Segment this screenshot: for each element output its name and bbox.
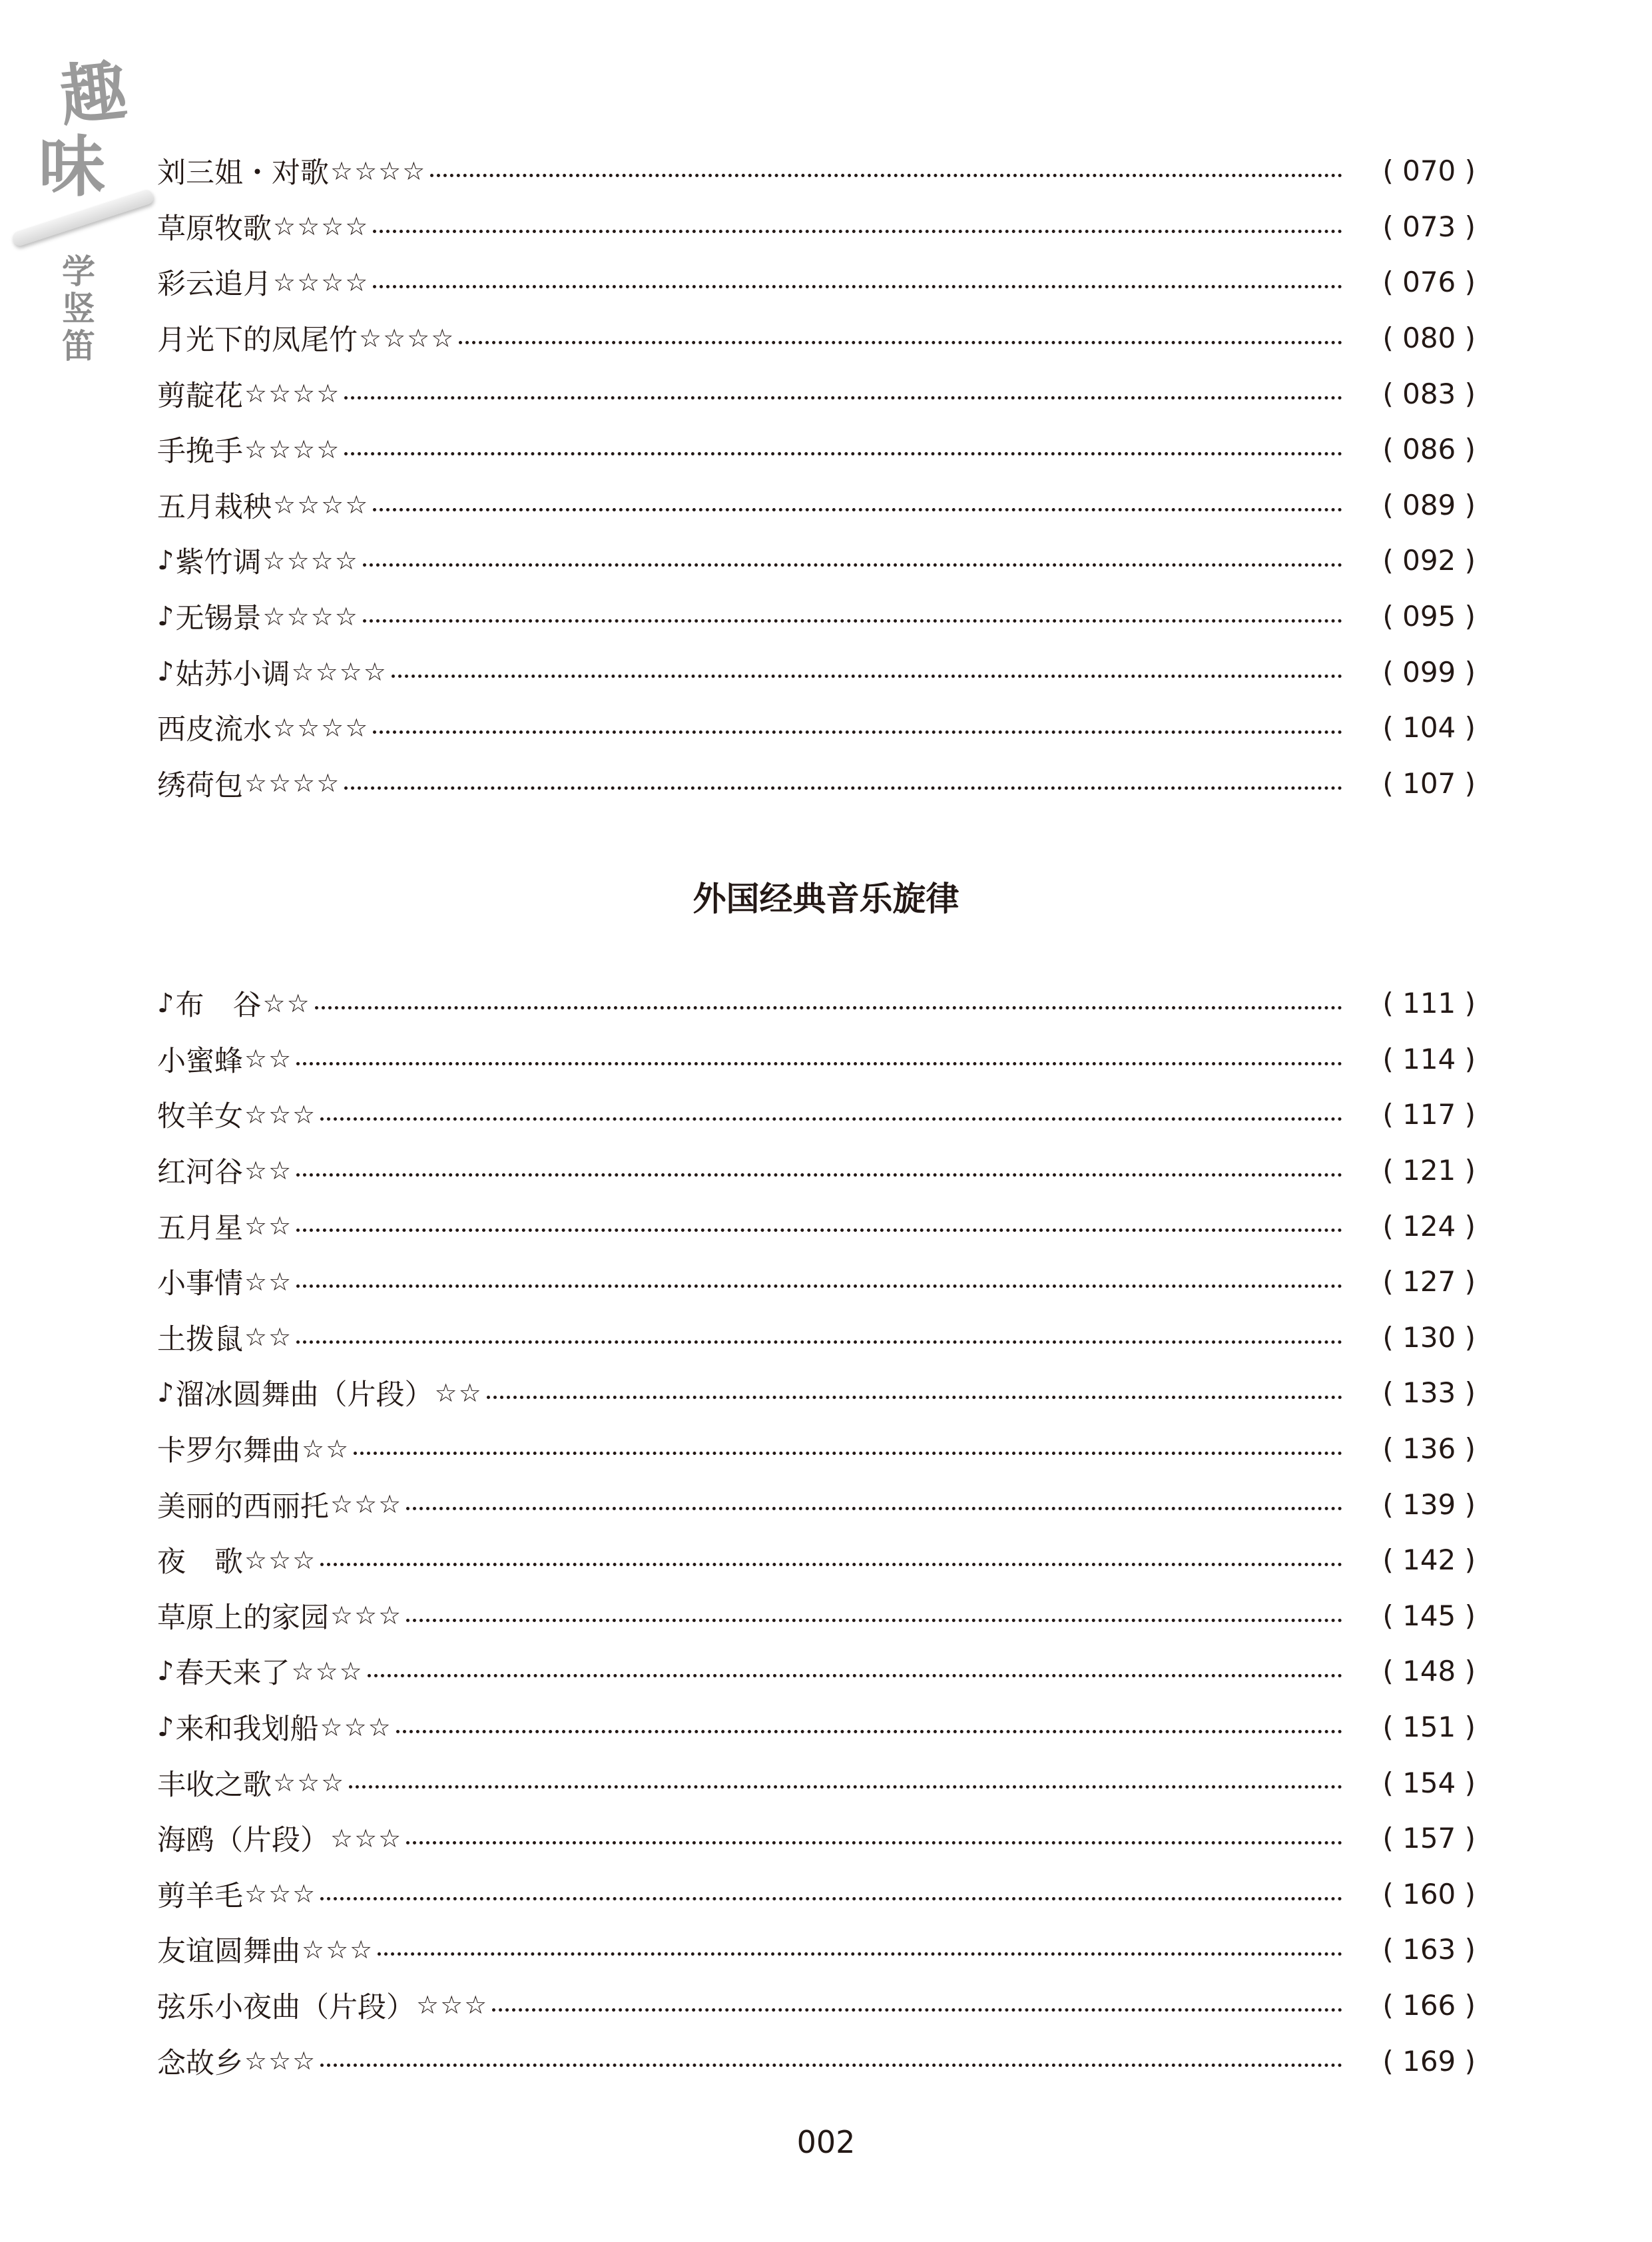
toc-entry[interactable]: [157, 1421, 1476, 1477]
toc-entry[interactable]: [157, 1755, 1476, 1811]
entry-page: ( 114 ): [1382, 1042, 1476, 1075]
entry-title: 红河谷: [157, 1156, 243, 1190]
dot-leader: [292, 1254, 1342, 1310]
dot-leader: [364, 1643, 1342, 1699]
entry-page: ( 148 ): [1382, 1655, 1476, 1688]
entry-page: ( 099 ): [1382, 655, 1476, 689]
dot-leader: [369, 254, 1342, 310]
entry-page: ( 070 ): [1382, 154, 1476, 188]
difficulty-stars: ☆☆☆☆: [359, 323, 455, 353]
entry-title: 手挽手: [157, 435, 243, 469]
difficulty-stars: ☆☆☆: [302, 1934, 374, 1964]
dot-leader: [345, 1755, 1342, 1811]
difficulty-stars: ☆☆☆: [244, 2046, 317, 2076]
entry-page: ( 089 ): [1382, 488, 1476, 521]
entry-page: ( 086 ): [1382, 433, 1476, 466]
difficulty-stars: ☆☆☆☆: [291, 657, 388, 687]
entry-title: 无锡景: [175, 602, 262, 636]
toc-section-1: [157, 143, 1476, 811]
dot-leader: [316, 1532, 1342, 1588]
book-logo: [27, 51, 133, 366]
dot-leader: [369, 199, 1342, 255]
entry-page: ( 107 ): [1382, 766, 1476, 800]
entry-title: 刘三姐・对歌: [157, 156, 329, 190]
dot-leader: [402, 1588, 1342, 1644]
toc-entry[interactable]: [157, 1198, 1476, 1254]
dot-leader: [388, 644, 1342, 700]
toc-entry[interactable]: [157, 1588, 1476, 1644]
dot-leader: [340, 756, 1342, 812]
toc-entry[interactable]: [157, 1476, 1476, 1532]
section-heading: 外国经典音乐旋律: [692, 880, 960, 918]
difficulty-stars: ☆☆☆☆: [273, 212, 370, 242]
entry-page: ( 073 ): [1382, 210, 1476, 243]
dot-leader: [392, 1699, 1342, 1755]
dot-leader: [402, 1476, 1342, 1532]
toc-entry[interactable]: [157, 1254, 1476, 1310]
entry-title: 西皮流水: [157, 713, 272, 747]
dot-leader: [292, 1310, 1342, 1366]
difficulty-stars: ☆☆☆: [244, 1099, 317, 1129]
toc-entry[interactable]: [157, 310, 1476, 366]
toc-entry[interactable]: [157, 1365, 1476, 1421]
difficulty-stars: ☆☆☆: [244, 1879, 317, 1909]
entry-title: 小蜜蜂: [157, 1044, 243, 1078]
entry-page: ( 121 ): [1382, 1154, 1476, 1187]
entry-page: ( 160 ): [1382, 1877, 1476, 1910]
entry-page: ( 151 ): [1382, 1711, 1476, 1744]
difficulty-stars: ☆☆: [434, 1378, 483, 1408]
entry-title: 牧羊女: [157, 1100, 243, 1134]
entry-title: 草原牧歌: [157, 212, 272, 246]
entry-page: ( 111 ): [1382, 987, 1476, 1020]
entry-title: 卡罗尔舞曲: [157, 1434, 300, 1468]
dot-leader: [340, 366, 1342, 421]
entry-page: ( 169 ): [1382, 2044, 1476, 2078]
difficulty-stars: ☆☆☆: [244, 1545, 317, 1575]
toc-entry[interactable]: [157, 976, 1476, 1031]
entry-page: ( 080 ): [1382, 322, 1476, 355]
toc-entry[interactable]: [157, 421, 1476, 477]
entry-title: 友谊圆舞曲: [157, 1935, 300, 1969]
entry-title: 剪羊毛: [157, 1879, 243, 1913]
dot-leader: [369, 700, 1342, 756]
toc-entry[interactable]: [157, 366, 1476, 421]
entry-page: ( 124 ): [1382, 1209, 1476, 1243]
entry-page: ( 157 ): [1382, 1822, 1476, 1855]
toc-entry[interactable]: [157, 1922, 1476, 1978]
entry-title: 剪靛花: [157, 379, 243, 413]
toc-entry[interactable]: [157, 589, 1476, 645]
toc-entry[interactable]: [157, 1699, 1476, 1755]
music-note-icon: ♪: [157, 1377, 174, 1408]
difficulty-stars: ☆☆☆☆: [273, 490, 370, 520]
entry-title: 土拨鼠: [157, 1322, 243, 1356]
dot-leader: [426, 143, 1342, 199]
toc-entry[interactable]: [157, 533, 1476, 589]
dot-leader: [350, 1421, 1342, 1477]
dot-leader: [292, 1143, 1342, 1199]
music-note-icon: ♪: [157, 601, 174, 632]
music-note-icon: ♪: [157, 657, 174, 688]
difficulty-stars: ☆☆: [244, 1211, 293, 1241]
entry-title: 海鸥（片段）: [157, 1824, 329, 1858]
logo-char-2: 味: [39, 127, 105, 206]
difficulty-stars: ☆☆☆☆: [262, 601, 359, 631]
toc-entry[interactable]: [157, 1532, 1476, 1588]
toc-entry[interactable]: [157, 756, 1476, 812]
dot-leader: [311, 976, 1342, 1031]
entry-title: 彩云追月: [157, 268, 272, 302]
toc-entry[interactable]: [157, 254, 1476, 310]
toc-entry[interactable]: [157, 1811, 1476, 1866]
difficulty-stars: ☆☆☆: [330, 1490, 403, 1520]
music-note-icon: ♪: [157, 987, 174, 1019]
entry-page: ( 095 ): [1382, 600, 1476, 633]
difficulty-stars: ☆☆☆☆: [273, 267, 370, 297]
toc-entry[interactable]: [157, 143, 1476, 199]
music-note-icon: ♪: [157, 1655, 174, 1687]
dot-leader: [374, 1922, 1342, 1978]
difficulty-stars: ☆☆☆☆: [262, 545, 359, 575]
entry-title: 小事情: [157, 1267, 243, 1301]
dot-leader: [359, 533, 1342, 589]
dot-leader: [340, 421, 1342, 477]
entry-title: 夜 歌: [157, 1545, 243, 1579]
entry-title: 美丽的西丽托: [157, 1490, 329, 1524]
difficulty-stars: ☆☆☆☆: [330, 156, 427, 186]
difficulty-stars: ☆☆☆: [291, 1656, 364, 1686]
difficulty-stars: ☆☆☆☆: [244, 434, 341, 464]
toc-section-2: [157, 976, 1476, 2089]
entry-page: ( 163 ): [1382, 1933, 1476, 1966]
toc-entry[interactable]: [157, 1866, 1476, 1922]
entry-page: ( 104 ): [1382, 711, 1476, 744]
difficulty-stars: ☆☆☆: [330, 1601, 403, 1631]
entry-page: ( 076 ): [1382, 266, 1476, 299]
difficulty-stars: ☆☆: [244, 1266, 293, 1296]
dot-leader: [292, 1031, 1342, 1087]
entry-page: ( 117 ): [1382, 1098, 1476, 1131]
entry-page: ( 127 ): [1382, 1265, 1476, 1298]
page-number: 002: [796, 2124, 856, 2160]
difficulty-stars: ☆☆☆: [416, 1990, 489, 2020]
dot-leader: [316, 2033, 1342, 2089]
dot-leader: [455, 310, 1342, 366]
difficulty-stars: ☆☆☆: [320, 1712, 392, 1742]
music-note-icon: ♪: [157, 1711, 174, 1743]
entry-title: 紫竹调: [175, 546, 262, 580]
entry-title: 念故乡: [157, 2046, 243, 2080]
dot-leader: [316, 1866, 1342, 1922]
entry-page: ( 166 ): [1382, 1988, 1476, 2022]
toc-entry[interactable]: [157, 1643, 1476, 1699]
entry-page: ( 130 ): [1382, 1320, 1476, 1354]
music-note-icon: ♪: [157, 545, 174, 576]
difficulty-stars: ☆☆: [262, 988, 311, 1018]
entry-title: 布 谷: [175, 989, 262, 1023]
toc-entry[interactable]: [157, 477, 1476, 533]
dot-leader: [359, 589, 1342, 645]
entry-page: ( 139 ): [1382, 1488, 1476, 1521]
entry-title: 草原上的家园: [157, 1601, 329, 1635]
toc-entry[interactable]: [157, 199, 1476, 255]
toc-entry[interactable]: [157, 1143, 1476, 1199]
difficulty-stars: ☆☆: [244, 1155, 293, 1185]
entry-page: ( 136 ): [1382, 1432, 1476, 1466]
difficulty-stars: ☆☆: [244, 1044, 293, 1074]
dot-leader: [402, 1811, 1342, 1866]
dot-leader: [292, 1198, 1342, 1254]
toc-entry[interactable]: [157, 700, 1476, 756]
toc-entry[interactable]: [157, 1310, 1476, 1366]
entry-title: 姑苏小调: [175, 657, 290, 691]
dot-leader: [369, 477, 1342, 533]
difficulty-stars: ☆☆☆: [330, 1823, 403, 1853]
entry-title: 弦乐小夜曲（片段）: [157, 1990, 415, 2024]
toc-entry[interactable]: [157, 2033, 1476, 2089]
entry-page: ( 083 ): [1382, 377, 1476, 410]
difficulty-stars: ☆☆☆☆: [244, 379, 341, 409]
toc-entry[interactable]: [157, 1978, 1476, 2034]
difficulty-stars: ☆☆: [244, 1322, 293, 1352]
toc-entry[interactable]: [157, 1087, 1476, 1143]
entry-title: 月光下的凤尾竹: [157, 324, 358, 358]
entry-page: ( 154 ): [1382, 1766, 1476, 1799]
entry-title: 来和我划船: [175, 1713, 319, 1747]
entry-title: 溜冰圆舞曲（片段）: [175, 1378, 433, 1412]
entry-page: ( 142 ): [1382, 1543, 1476, 1577]
difficulty-stars: ☆☆: [302, 1434, 350, 1464]
toc-entry[interactable]: [157, 1031, 1476, 1087]
entry-title: 丰收之歌: [157, 1768, 272, 1802]
entry-page: ( 133 ): [1382, 1376, 1476, 1410]
dot-leader: [483, 1365, 1342, 1421]
entry-page: ( 145 ): [1382, 1599, 1476, 1632]
entry-title: 春天来了: [175, 1657, 290, 1691]
logo-subtitle: 学 竖 笛: [62, 252, 95, 366]
difficulty-stars: ☆☆☆☆: [273, 712, 370, 742]
entry-title: 五月星: [157, 1211, 243, 1245]
toc-entry[interactable]: [157, 644, 1476, 700]
entry-title: 绣荷包: [157, 768, 243, 802]
difficulty-stars: ☆☆☆☆: [244, 768, 341, 798]
entry-title: 五月栽秧: [157, 490, 272, 524]
dot-leader: [316, 1087, 1342, 1143]
dot-leader: [488, 1978, 1342, 2034]
logo-char-1: 趣: [56, 51, 131, 136]
difficulty-stars: ☆☆☆: [273, 1768, 346, 1798]
entry-page: ( 092 ): [1382, 544, 1476, 577]
